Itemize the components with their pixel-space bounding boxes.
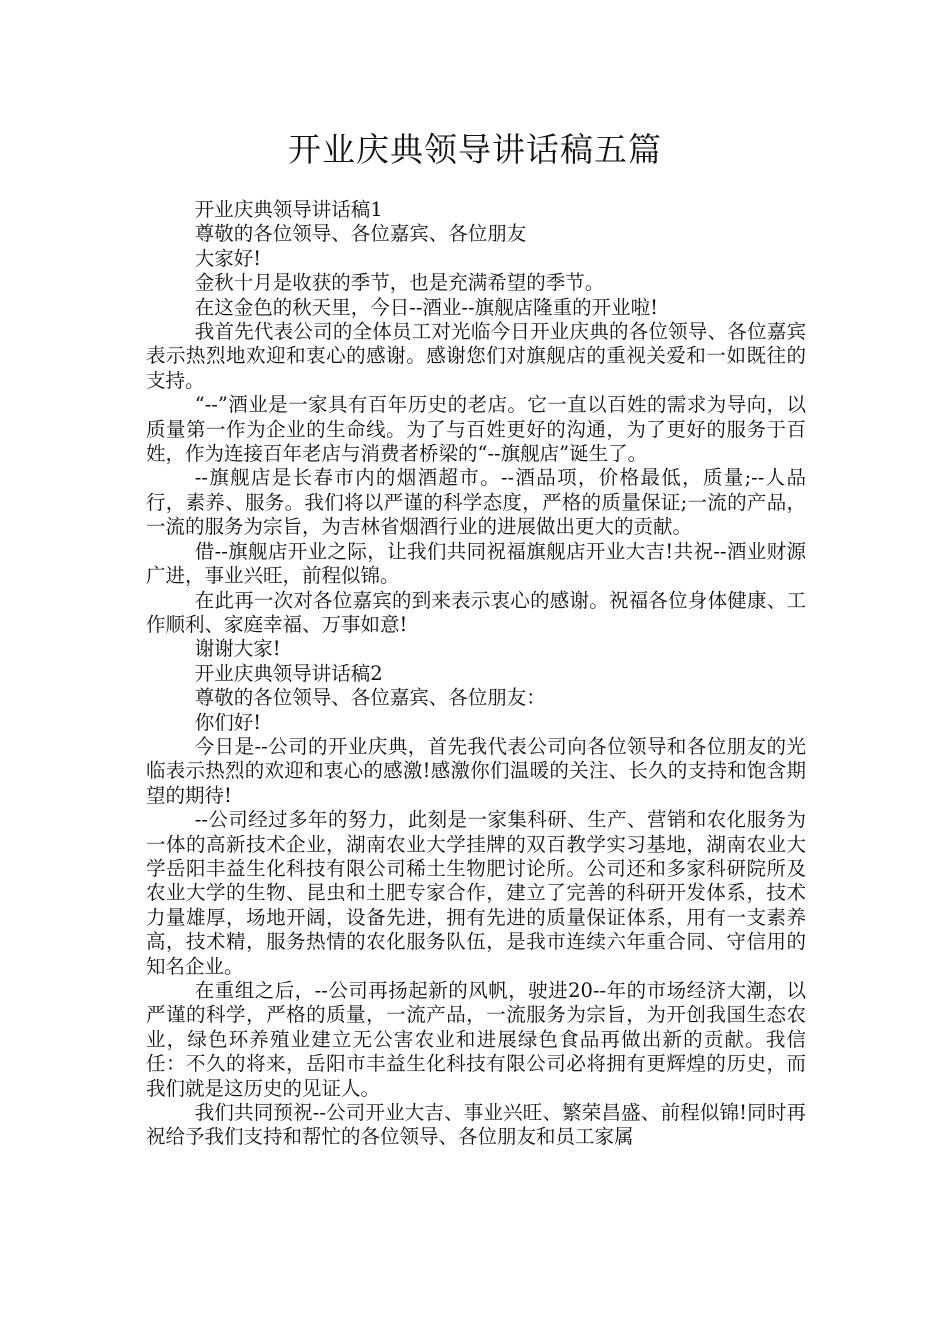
paragraph: 尊敬的各位领导、各位嘉宾、各位朋友：	[194, 686, 546, 710]
paragraph: 我们共同预祝--公司开业大吉、事业兴旺、繁荣昌盛、前程似锦!同时再祝给予我们支持和帮忙的各位领导、各位朋友和员工家属	[146, 1101, 806, 1149]
paragraph: “--”酒业是一家具有百年历史的老店。它一直以百姓的需求为导向，以质量第一作为企业的生命线。为了与百姓更好的沟通，为了更好的服务于百姓，作为连接百年老店与消费者桥梁的“--旗舰店”诞生了。	[146, 393, 806, 466]
paragraph: --公司经过多年的努力，此刻是一家集科研、生产、营销和农化服务为一体的高新技术企业，湖南农业大学挂牌的双百教学实习基地，湖南农业大学岳阳丰益生化科技有限公司稀土生物肥讨论所。公司还和多家科研院所及农业大学的生物、昆虫和土肥专家合作，建立了完善的科研开发体系，技术力量雄厚，场地开阔，设备先进，拥有先进的质量保证体系，用有一支素养高，技术精，服务热情的农化服务队伍，是我市连续六年重合同、守信用的知名企业。	[146, 808, 806, 978]
paragraph: 在此再一次对各位嘉宾的到来表示衷心的感谢。祝福各位身体健康、工作顺利、家庭幸福、万事如意!	[146, 588, 806, 636]
paragraph: 谢谢大家!	[194, 637, 281, 661]
paragraph: 开业庆典领导讲话稿2	[194, 661, 383, 685]
paragraph: 今日是--公司的开业庆典，首先我代表公司向各位领导和各位朋友的光临表示热烈的欢迎和衷心的感激!感激你们温暖的关注、长久的支持和饱含期望的期待!	[146, 734, 806, 807]
paragraph: 在重组之后，--公司再扬起新的风帆，驶进20--年的市场经济大潮，以严谨的科学，严格的质量，一流产品，一流服务为宗旨，为开创我国生态农业，绿色环养殖业建立无公害农业和进展绿色食品再做出新的贡献。我信任：不久的将来，岳阳市丰益生化科技有限公司必将拥有更辉煌的历史，而我们就是这历史的见证人。	[146, 979, 806, 1100]
paragraph: 大家好!	[194, 246, 262, 270]
paragraph: 借--旗舰店开业之际，让我们共同祝福旗舰店开业大吉!共祝--酒业财源广进，事业兴旺，前程似锦。	[146, 539, 806, 588]
paragraph: --旗舰店是长春市内的烟酒超市。--酒品项，价格最低，质量;--人品行，素养、服务。我们将以严谨的科学态度，严格的质量保证;一流的产品，一流的服务为宗旨，为吉林省烟酒行业的进展做出更大的贡献。	[146, 466, 806, 539]
paragraph: 你们好!	[194, 710, 262, 734]
paragraph: 金秋十月是收获的季节，也是充满希望的季节。	[194, 271, 605, 295]
document-title: 开业庆典领导讲话稿五篇	[288, 130, 662, 169]
paragraph: 开业庆典领导讲话稿1	[194, 198, 383, 221]
document-body	[146, 198, 806, 1150]
paragraph: 在这金色的秋天里，今日--酒业--旗舰店隆重的开业啦!	[194, 295, 658, 319]
paragraph: 尊敬的各位领导、各位嘉宾、各位朋友	[194, 222, 527, 246]
paragraph: 我首先代表公司的全体员工对光临今日开业庆典的各位领导、各位嘉宾表示热烈地欢迎和衷心的感谢。感谢您们对旗舰店的重视关爱和一如既往的支持。	[146, 320, 806, 392]
